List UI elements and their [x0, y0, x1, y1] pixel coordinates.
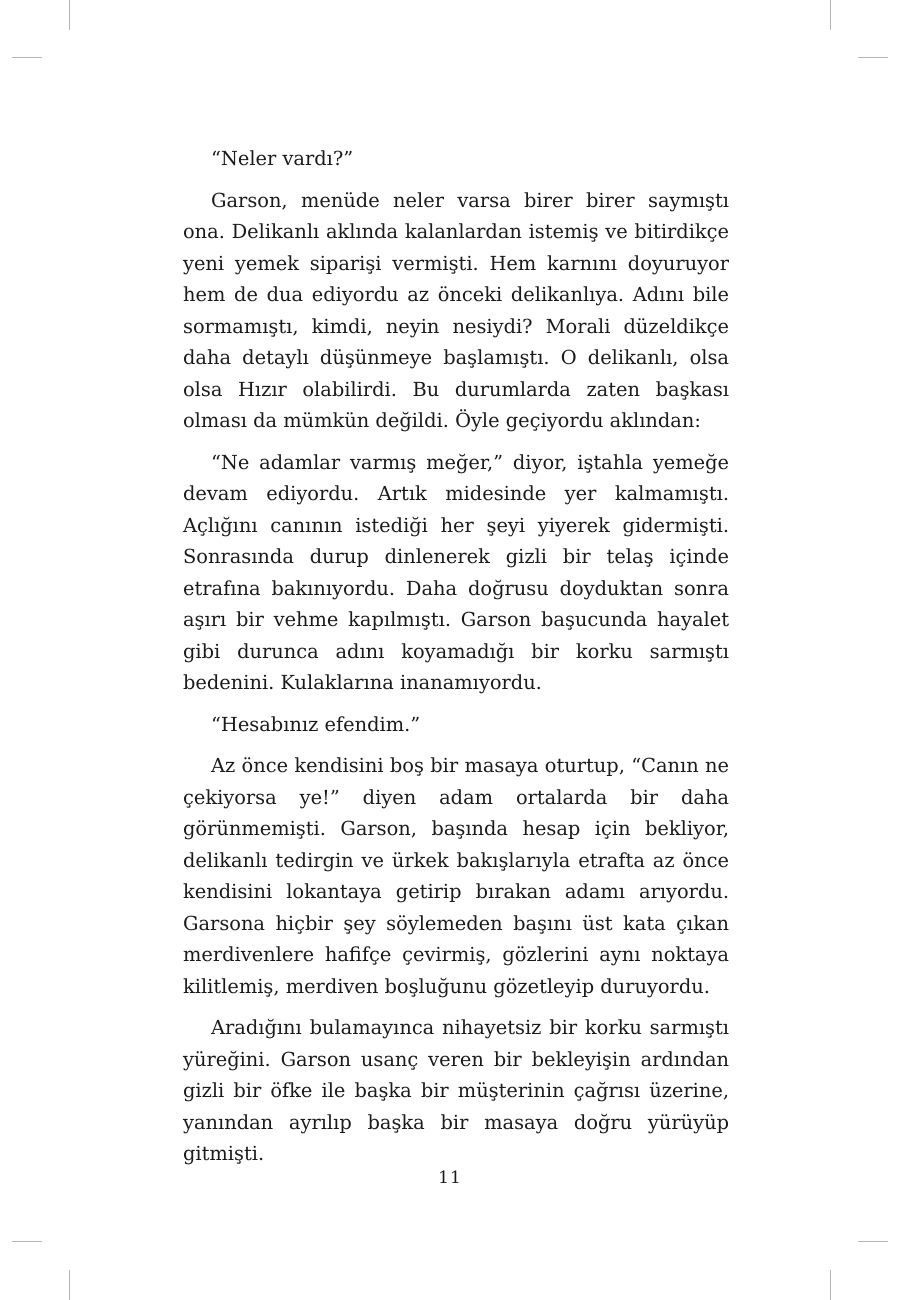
crop-mark-right-bottom — [858, 1241, 888, 1242]
paragraph-4: “Hesabınız efendim.” — [211, 712, 421, 736]
paragraph-1: “Neler vardı?” — [211, 147, 354, 170]
crop-mark-left-top — [12, 57, 42, 58]
crop-mark-right-top — [858, 57, 888, 58]
paragraph-2: Garson, menüde neler varsa birer birer saymıştı ona. Delikanlı aklında kalanlardan istemiş ve bitirdikçe yeni yemek siparişi vermişti. Hem karnını doyuruyor hem de dua ediyordu az önceki delikanlıya. Adını bile sormamıştı, kimdi, neyin nesiydi? Morali düzeldikçe daha detaylı düşünmeye başlamıştı. O delikanlı, olsa olsa Hızır olabilirdi. Bu durumlarda zaten başkası olması da mümkün değildi. Öyle geçiyordu aklından: — [183, 188, 729, 432]
paragraph-6: Aradığını bulamayınca nihayetsiz bir korku sarmıştı yüreğini. Garson usanç veren bir bekleyişin ardından gizli bir öfke ile başka bir müşterinin çağrısı üzerine, yanından ayrılıp başka bir masaya doğru yürüyüp gitmişti. — [183, 1016, 729, 1165]
crop-mark-left-bottom — [12, 1241, 42, 1242]
crop-mark-top-left — [69, 0, 70, 30]
crop-mark-bottom-left — [69, 1270, 70, 1300]
paragraph-3: “Ne adamlar varmış meğer,” diyor, iştahla yemeğe devam ediyordu. Artık midesinde yer kalmamıştı. Açlığını canının istediği her şeyi yiyerek gidermişti. Sonrasında durup dinlenerek gizli bir telaş içinde etrafına bakınıyordu. Daha doğrusu doyduktan sonra aşırı bir vehme kapılmıştı. Garson başucunda hayalet gibi durunca adını koyamadığı bir korku sarmıştı bedenini. Kulaklarına inanamıyordu. — [183, 450, 729, 694]
page-body — [183, 143, 729, 1180]
paragraph-5: Az önce kendisini boş bir masaya oturtup, “Canın ne çekiyorsa ye!” diyen adam ortalarda bir daha görünmemişti. Garson, başında hesap için bekliyor, delikanlı tedirgin ve ürkek bakışlarıyla etrafta az önce kendisini lokantaya getirip bırakan adamı arıyordu. Garsona hiçbir şey söylemeden başını üst kata çıkan merdivenlere hafifçe çevirmiş, gözlerini aynı noktaya kilitlemiş, merdiven boşluğunu gözetleyip duruyordu. — [183, 754, 729, 998]
crop-mark-top-right — [830, 0, 831, 30]
page-number: 11 — [438, 1168, 462, 1188]
crop-mark-bottom-right — [830, 1270, 831, 1300]
